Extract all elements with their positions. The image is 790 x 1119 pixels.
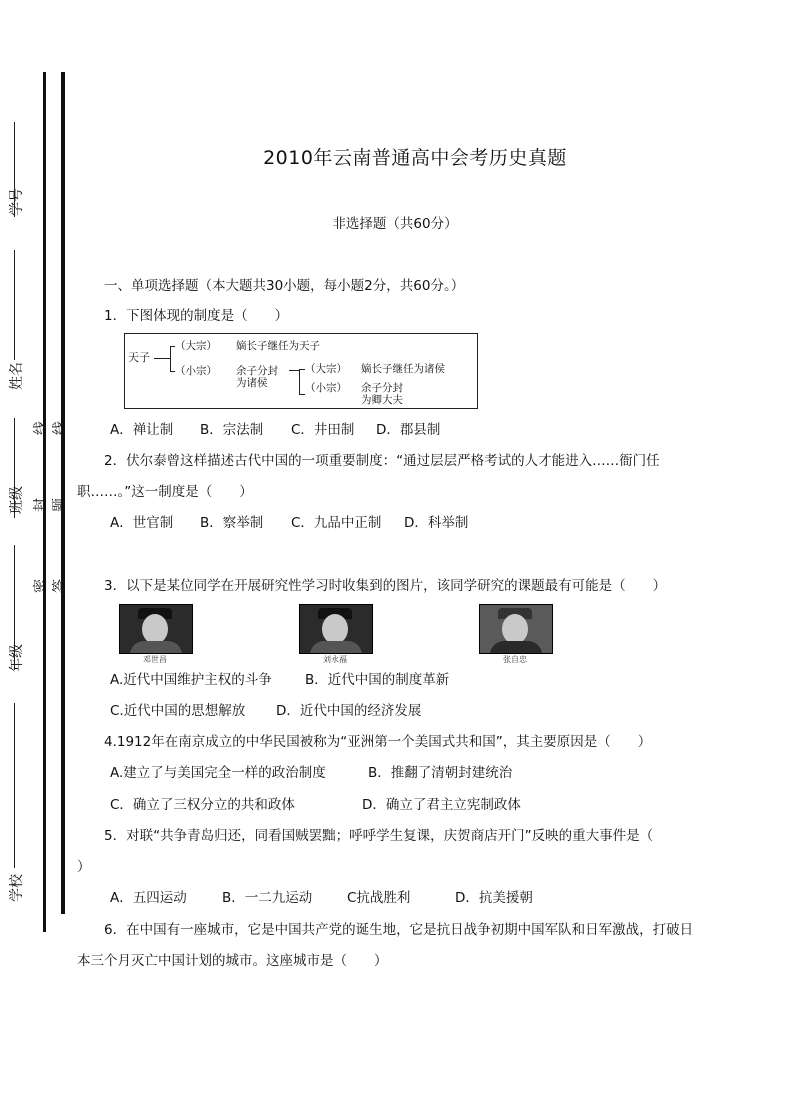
diagram-connector [154, 358, 170, 359]
question-1-stem: 1．下图体现的制度是（ ） [104, 308, 289, 324]
seal-text: 密 [33, 579, 49, 593]
photo-caption: 张自忠 [503, 655, 527, 664]
q5-option-d: D．抗美援朝 [455, 890, 533, 906]
diagram-connector [299, 394, 305, 395]
student-id-label: 学号 [9, 188, 25, 216]
q5-option-b: B．一二九运动 [222, 890, 313, 906]
q5-option-c: C抗战胜利 [347, 890, 411, 906]
question-4-stem: 4.1912年在南京成立的中华民国被称为“亚洲第一个美国式共和国”，其主要原因是（ ） [104, 734, 652, 750]
page-subtitle: 非选择题（共60分） [332, 216, 458, 232]
diagram-label: （小宗） [175, 365, 217, 377]
question-6-stem: 6．在中国有一座城市，它是中国共产党的诞生地，它是抗日战争初期中国军队和日军激战，打破日 [104, 922, 694, 938]
diagram-label: 为诸侯 [236, 377, 268, 389]
seal-text: 线 [33, 421, 49, 435]
seal-text: 线 [52, 421, 68, 435]
school-label: 学校 [9, 874, 25, 902]
question-5-stem-cont: ） [77, 859, 91, 875]
question-2-stem: 2．伏尔泰曾这样描述古代中国的一项重要制度：“通过层层严格考试的人才能进入……衙门任 [104, 453, 660, 469]
section-heading: 一、单项选择题（本大题共30小题，每小题2分，共60分。） [104, 278, 465, 294]
grade-label: 年级 [9, 644, 25, 672]
q4-option-b: B．推翻了清朝封建统治 [368, 765, 513, 781]
diagram-label: 嫡长子继任为诸侯 [361, 363, 445, 375]
name-field-line [14, 250, 15, 360]
diagram-root: 天子 [128, 351, 150, 364]
seal-text: 封 [33, 498, 49, 512]
question-6-stem-cont: 本三个月灭亡中国计划的城市。这座城市是（ ） [77, 953, 388, 969]
q5-option-a: A．五四运动 [110, 890, 187, 906]
q4-option-d: D．确立了君主立宪制政体 [362, 797, 521, 813]
diagram-label: 为卿大夫 [361, 394, 403, 406]
q2-option-d: D．科举制 [404, 515, 469, 531]
diagram-connector [289, 370, 299, 371]
diagram-label: 嫡长子继任为天子 [236, 340, 320, 352]
question-2-stem-cont: 职……。”这一制度是（ ） [77, 484, 253, 500]
photo-caption: 刘永福 [323, 655, 347, 664]
seal-text: 题 [52, 498, 68, 512]
portrait-photo [479, 604, 553, 654]
q2-option-c: C．九品中正制 [291, 515, 382, 531]
q3-option-c: C.近代中国的思想解放 [110, 703, 246, 719]
page-title: 2010年云南普通高中会考历史真题 [263, 147, 567, 169]
q2-option-b: B．察举制 [200, 515, 264, 531]
q4-option-a: A.建立了与美国完全一样的政治制度 [110, 765, 326, 781]
portrait-photo [119, 604, 193, 654]
diagram-label: （大宗） [305, 363, 347, 375]
q4-option-c: C．确立了三权分立的共和政体 [110, 797, 295, 813]
diagram-label: 余子分封 [236, 365, 278, 377]
student-name-label: 姓名 [9, 362, 25, 390]
q1-option-d: D．郡县制 [376, 422, 441, 438]
portrait-photo [299, 604, 373, 654]
binding-line-inner [61, 72, 65, 914]
q2-option-a: A．世官制 [110, 515, 174, 531]
diagram-label: （小宗） [305, 382, 347, 394]
clan-system-diagram [124, 333, 478, 409]
q1-option-a: A．禅让制 [110, 422, 174, 438]
q1-option-b: B．宗法制 [200, 422, 264, 438]
q3-option-d: D．近代中国的经济发展 [276, 703, 422, 719]
q3-option-b: B．近代中国的制度革新 [305, 672, 450, 688]
question-5-stem: 5．对联“共争青岛归还，同看国贼罢黜；呼呼学生复课，庆贺商店开门”反映的重大事件是（ [104, 828, 654, 844]
diagram-label: 余子分封 [361, 382, 403, 394]
question-3-stem: 3．以下是某位同学在开展研究性学习时收集到的图片，该同学研究的课题最有可能是（ ） [104, 578, 667, 594]
seal-text: 答 [52, 579, 68, 593]
diagram-connector [299, 369, 300, 394]
class-label: 班级 [9, 486, 25, 514]
q3-option-a: A.近代中国维护主权的斗争 [110, 672, 272, 688]
photo-caption: 邓世昌 [143, 655, 167, 664]
q1-option-c: C．井田制 [291, 422, 355, 438]
diagram-connector [170, 346, 171, 371]
diagram-label: （大宗） [175, 340, 217, 352]
name-field-line [14, 703, 15, 868]
